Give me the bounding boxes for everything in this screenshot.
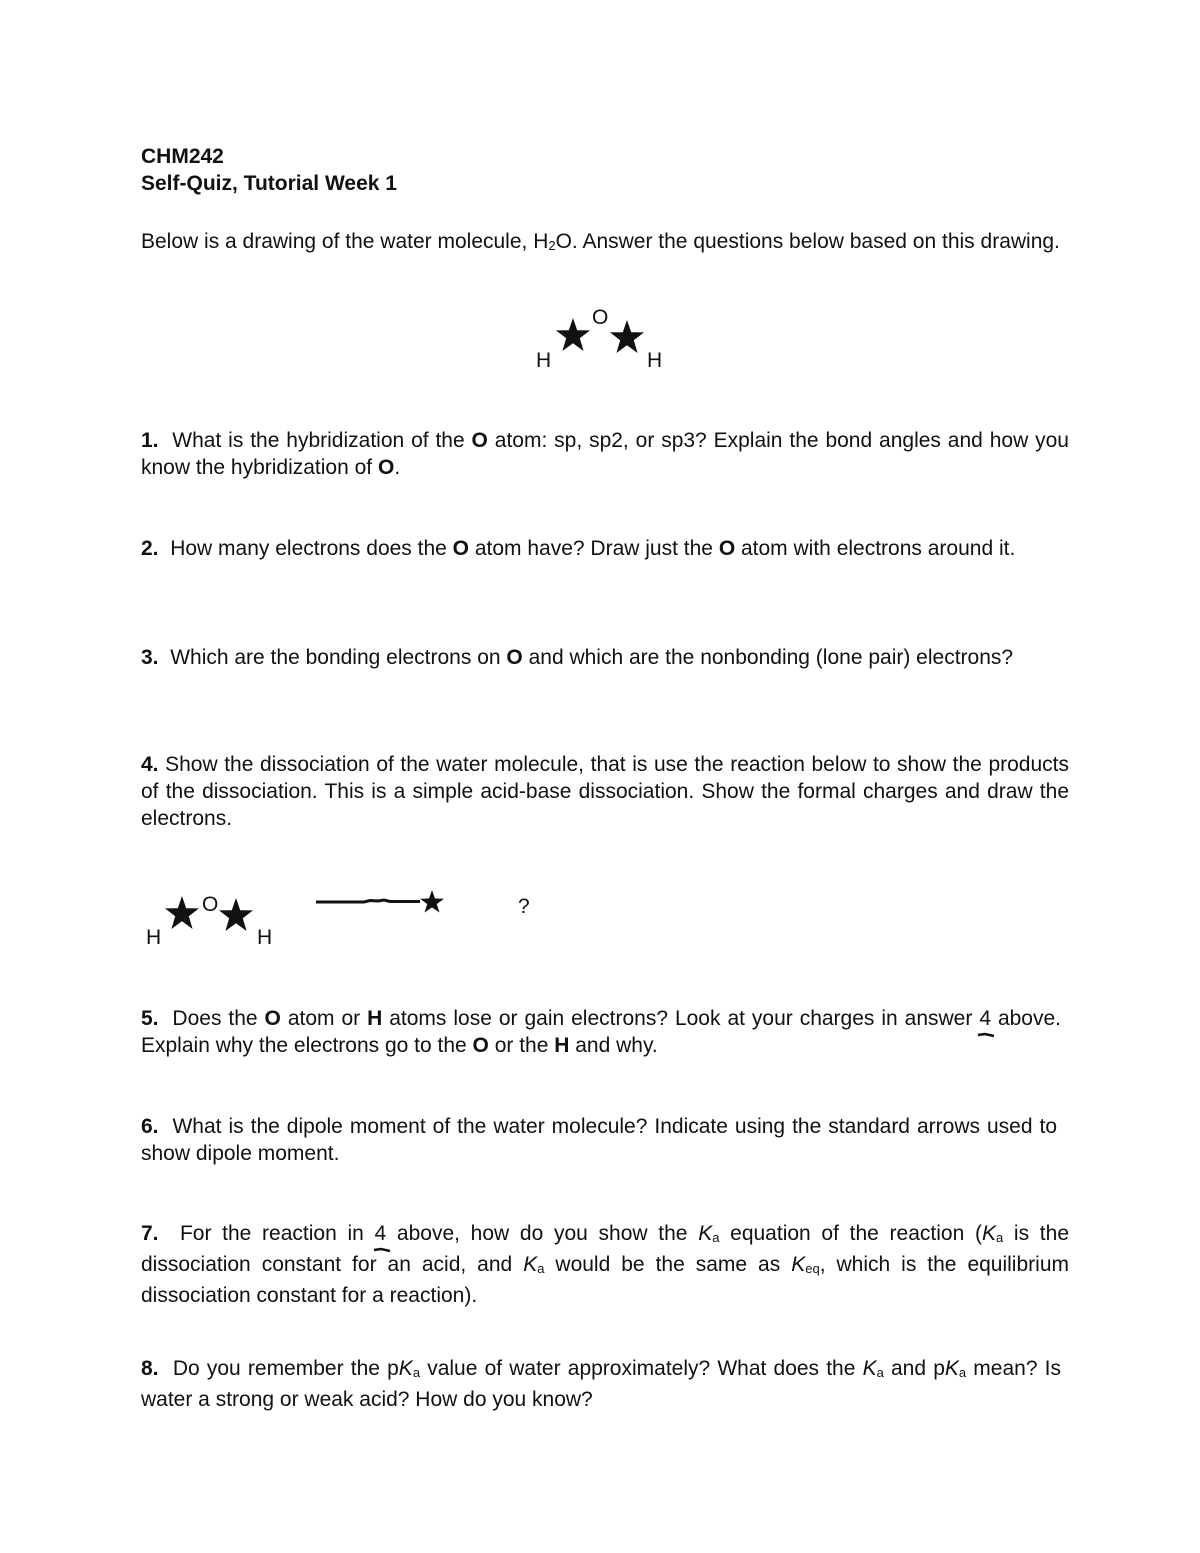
reaction-arrow-icon bbox=[314, 888, 446, 921]
question-5 bbox=[141, 1005, 1061, 1059]
question-number: 3. bbox=[141, 646, 159, 669]
star-icon bbox=[218, 898, 254, 932]
question-text: atom or bbox=[280, 1007, 368, 1030]
question-number: 6. bbox=[141, 1115, 159, 1138]
constant-symbol: K bbox=[981, 1222, 996, 1245]
atom-symbol: O bbox=[718, 537, 736, 560]
question-text: value of water approximately? What does the bbox=[420, 1357, 863, 1380]
question-reference bbox=[375, 1220, 387, 1247]
question-text: atom: sp, sp2, or sp3? Explain the bond angles and how you know the hybridization of bbox=[141, 429, 1069, 479]
question-number: 7. bbox=[141, 1222, 159, 1245]
question-1 bbox=[141, 427, 1069, 481]
subscript: a bbox=[876, 1365, 884, 1380]
atom-symbol: H bbox=[554, 1034, 570, 1057]
question-text: equation of the reaction ( bbox=[719, 1222, 982, 1245]
question-text: above. Explain why the electrons go to the bbox=[141, 1007, 1062, 1057]
constant-symbol: K bbox=[523, 1253, 538, 1276]
question-text: For the reaction in bbox=[179, 1222, 375, 1245]
question-text: How many electrons does the bbox=[170, 537, 453, 560]
atom-symbol: H bbox=[367, 1007, 383, 1030]
question-text: above, how do you show the bbox=[386, 1222, 699, 1245]
atom-symbol: O bbox=[264, 1007, 281, 1030]
question-number: 4. bbox=[141, 753, 159, 776]
reference-number: 4 bbox=[374, 1222, 387, 1245]
question-number: 1. bbox=[141, 429, 159, 452]
question-text: is the dissociation constant for an acid, and bbox=[141, 1222, 1069, 1276]
hydrogen-left-label: H bbox=[146, 926, 162, 949]
question-text: , which is the equilibrium dissociation constant for a reaction). bbox=[141, 1253, 1069, 1307]
question-3 bbox=[141, 644, 1069, 671]
atom-symbol: O bbox=[452, 537, 470, 560]
question-text: and why. bbox=[569, 1034, 658, 1057]
question-text: Which are the bonding electrons on bbox=[170, 646, 507, 669]
question-reference bbox=[979, 1005, 991, 1032]
underline-mark bbox=[373, 1247, 391, 1253]
star-icon bbox=[555, 318, 591, 352]
page-title: Self-Quiz, Tutorial Week 1 bbox=[141, 172, 397, 195]
hydrogen-left-label: H bbox=[536, 349, 552, 372]
constant-symbol: K bbox=[791, 1253, 806, 1276]
atom-symbol: O bbox=[471, 429, 488, 452]
product-placeholder: ? bbox=[518, 895, 530, 918]
intro-text: Below is a drawing of the water molecule, H bbox=[141, 230, 549, 253]
question-number: 5. bbox=[141, 1007, 159, 1030]
constant-symbol: K bbox=[944, 1357, 959, 1380]
subscript: a bbox=[995, 1230, 1004, 1245]
constant-symbol: K bbox=[698, 1222, 713, 1245]
intro-paragraph bbox=[141, 228, 1069, 259]
intro-text-2: O. Answer the questions below based on this drawing. bbox=[555, 230, 1060, 253]
question-text: atom with electrons around it. bbox=[735, 537, 1016, 560]
star-icon bbox=[609, 320, 645, 354]
question-number: 2. bbox=[141, 537, 159, 560]
oxygen-label: O bbox=[202, 893, 219, 916]
atom-symbol: O bbox=[506, 646, 523, 669]
subscript-2: 2 bbox=[548, 238, 556, 253]
question-text: or the bbox=[488, 1034, 555, 1057]
subscript: a bbox=[412, 1365, 421, 1380]
constant-symbol: K bbox=[862, 1357, 877, 1380]
question-7 bbox=[141, 1220, 1069, 1309]
question-text: Do you remember the p bbox=[172, 1357, 399, 1380]
subscript: a bbox=[712, 1230, 720, 1245]
question-text: . bbox=[394, 456, 401, 479]
reference-number: 4 bbox=[979, 1007, 991, 1030]
underline-mark bbox=[977, 1032, 995, 1038]
question-6 bbox=[141, 1113, 1057, 1167]
subscript: eq bbox=[805, 1261, 820, 1276]
question-4 bbox=[141, 751, 1069, 832]
question-2 bbox=[141, 535, 1069, 562]
subscript: a bbox=[537, 1261, 545, 1276]
subscript: a bbox=[958, 1365, 967, 1380]
question-8 bbox=[141, 1355, 1061, 1413]
course-code: CHM242 bbox=[141, 145, 224, 168]
atom-symbol: O bbox=[377, 456, 395, 479]
question-text: Does the bbox=[172, 1007, 265, 1030]
atom-symbol: O bbox=[472, 1034, 489, 1057]
question-text: Show the dissociation of the water molecule, that is use the reaction below to show the products of the dissociation. This is a simple acid-base dissociation. Show the formal charges and draw the electrons. bbox=[141, 753, 1069, 830]
hydrogen-right-label: H bbox=[647, 349, 663, 372]
question-text: and p bbox=[883, 1357, 945, 1380]
question-text: atoms lose or gain electrons? Look at your charges in answer bbox=[382, 1007, 980, 1030]
question-text: would be the same as bbox=[544, 1253, 792, 1276]
question-text: What is the hybridization of the bbox=[172, 429, 472, 452]
question-text: What is the dipole moment of the water molecule? Indicate using the standard arrows used to show dipole moment. bbox=[141, 1115, 1057, 1165]
question-number: 8. bbox=[141, 1357, 159, 1380]
question-text: mean? Is water a strong or weak acid? How do you know? bbox=[141, 1357, 1062, 1411]
question-text: atom have? Draw just the bbox=[469, 537, 719, 560]
question-text: and which are the nonbonding (lone pair) electrons? bbox=[522, 646, 1014, 669]
constant-symbol: K bbox=[398, 1357, 413, 1380]
star-icon bbox=[164, 896, 200, 930]
hydrogen-right-label: H bbox=[257, 926, 273, 949]
oxygen-label: O bbox=[592, 306, 609, 329]
